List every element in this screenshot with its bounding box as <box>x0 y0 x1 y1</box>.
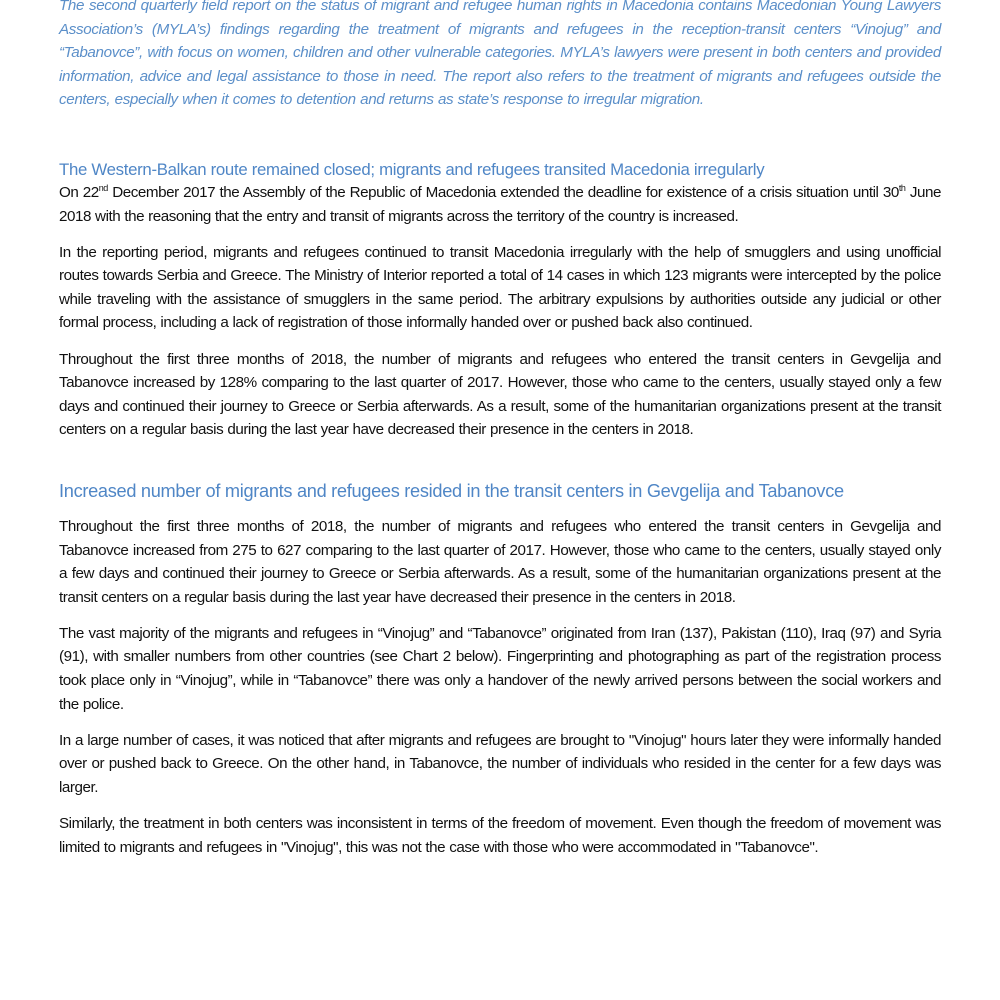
paragraph-smuggling: In the reporting period, migrants and refugees continued to transit Macedonia irregularly with the help of smugglers and using unofficial routes towards Serbia and Greece. The Ministry of Interior reported a total of 14 cases in which 123 migrants were intercepted by the police while traveling with the assistance of smugglers in the same period. The arbitrary expulsions by authorities outside any judicial or other formal process, including a lack of registration of those informally handed over or pushed back also continued. <box>59 243 941 332</box>
paragraph-transit-increase: Throughout the first three months of 2018, the number of migrants and refugees who entered the transit centers in Gevgelija and Tabanovce increased by 128% comparing to the last quarter of 2017. However, those who came to the centers, usually stayed only a few days and continued their journey to Greece or Serbia afterwards. As a result, some of the humanitarian organizations present at the transit centers on a regular basis during the last year have decreased their presence in the centers in 2018. <box>59 350 941 439</box>
intro-summary: The second quarterly field report on the status of migrant and refugee human rights in Macedonia contains Macedonian Young Lawyers Association’s (MYLA’s) findings regarding the treatment of migrants and refugees in the reception-transit centers “Vinojug” and “Tabanovce”, with focus on women, children and other vulnerable categories. MYLA’s lawyers were present in both centers and provided information, advice and legal assistance to those in need. The report also refers to the treatment of migrants and refugees outside the centers, especially when it comes to detention and returns as state’s response to irregular migration. <box>59 0 941 109</box>
text-fragment: June 2018 with the reasoning that the entry and transit of migrants across the territory of the country is increased. <box>59 183 941 225</box>
section-heading-increased-residents: Increased number of migrants and refugees resided in the transit centers in Gevgelija and Tabanovce <box>59 480 844 501</box>
ordinal-superscript: th <box>898 182 906 193</box>
paragraph-transit-numbers: Throughout the first three months of 2018, the number of migrants and refugees who entered the transit centers in Gevgelija and Tabanovce increased from 275 to 627 comparing to the last quarter of 2017. However, those who came to the centers, usually stayed only a few days and continued their journey to Greece or Serbia afterwards. As a result, some of the humanitarian organizations present at the transit centers on a regular basis during the last year have decreased their presence in the centers in 2018. <box>59 517 941 606</box>
document-page <box>59 0 941 872</box>
paragraph-freedom-of-movement: Similarly, the treatment in both centers was inconsistent in terms of the freedom of movement. Even though the freedom of movement was limited to migrants and refugees in "Vinojug", this was not the case with those who were accommodated in "Tabanovce". <box>59 814 941 856</box>
paragraph-countries-of-origin: The vast majority of the migrants and refugees in “Vinojug” and “Tabanovce” originated from Iran (137), Pakistan (110), Iraq (97) and Syria (91), with smaller numbers from other countries (see Chart 2 below). Fingerprinting and photographing as part of the registration process took place only in “Vinojug”, while in “Tabanovce” there was only a handover of the newly arrived persons between the social workers and the police. <box>59 624 941 713</box>
paragraph-crisis-deadline <box>59 181 941 228</box>
text-fragment: December 2017 the Assembly of the Republic of Macedonia extended the deadline for existence of a crisis situation until 30 <box>107 183 899 201</box>
text-fragment: On 22 <box>59 183 99 201</box>
ordinal-superscript: nd <box>98 182 108 193</box>
section-heading-western-balkan-route: The Western-Balkan route remained closed; migrants and refugees transited Macedonia irregularly <box>59 159 765 179</box>
paragraph-pushbacks: In a large number of cases, it was noticed that after migrants and refugees are brought to "Vinojug" hours later they were informally handed over or pushed back to Greece. On the other hand, in Tabanovce, the number of individuals who resided in the center for a few days was larger. <box>59 731 941 796</box>
